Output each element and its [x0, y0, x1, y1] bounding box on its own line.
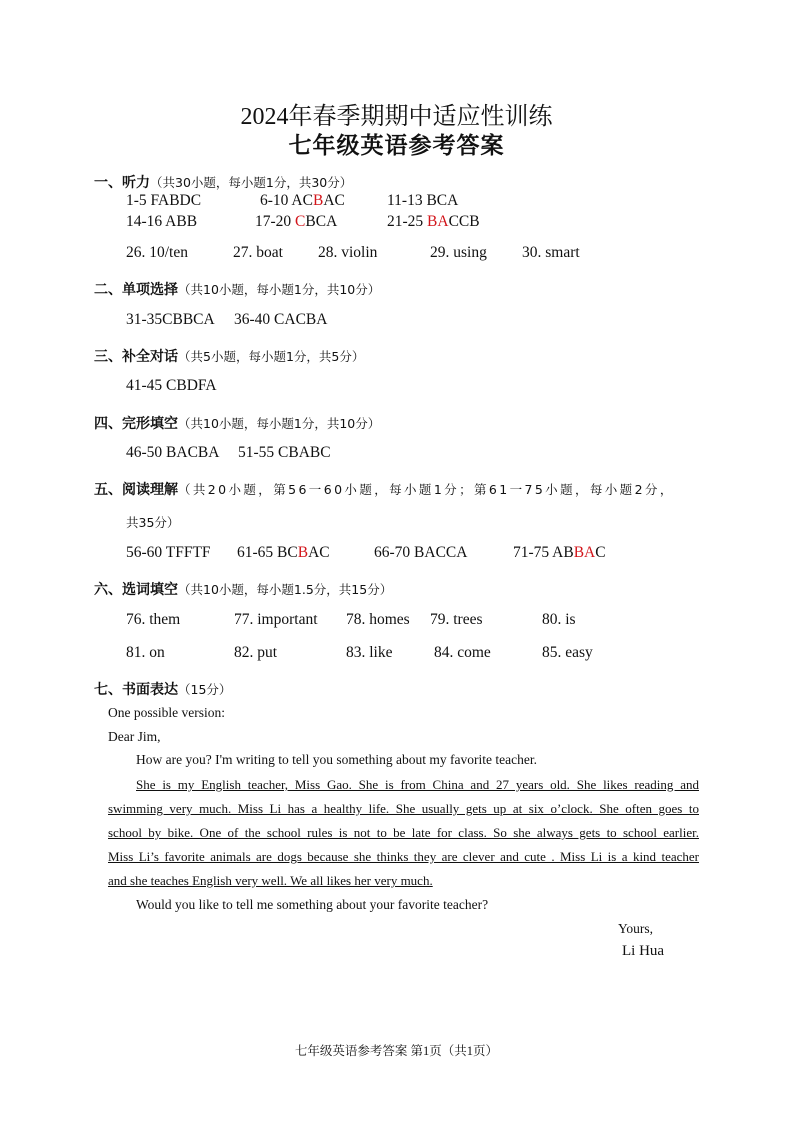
highlighted-answer: BA	[573, 544, 596, 561]
highlighted-answer: B	[297, 544, 309, 561]
answer-item: 78. homes	[346, 611, 410, 628]
answer-group: 6-10 ACBAC	[260, 192, 345, 209]
section-7-note: （15分）	[178, 682, 232, 697]
section-5-note-continued: 共35分）	[126, 515, 180, 530]
answer-group: 11-13 BCA	[387, 192, 459, 209]
answer-item: 84. come	[434, 644, 491, 661]
answer-item: 79. trees	[430, 611, 483, 628]
section-5-heading	[94, 479, 675, 499]
answer-item: 30. smart	[522, 244, 580, 261]
essay-sign-off: Yours,	[618, 921, 654, 936]
section-4-heading	[94, 413, 380, 433]
answer-group: 61-65 BCBAC	[237, 544, 330, 561]
section-7-title: 七、书面表达	[94, 682, 178, 698]
section-6-note: （共10小题，每小题1.5分，共15分）	[178, 582, 393, 597]
answer-item: 28. violin	[318, 244, 378, 261]
answer-group: 1-5 FABDC	[126, 192, 202, 209]
section-1-heading	[94, 172, 352, 192]
highlighted-answer: B	[312, 192, 324, 209]
essay-body-line: She is my English teacher, Miss Gao. She is from China and 27 years old. She likes reading and	[136, 777, 699, 792]
essay-greeting: Dear Jim,	[108, 729, 161, 744]
section-2-title: 二、单项选择	[94, 282, 178, 298]
essay-body-line: school by bike. One of the school rules is not to be late for class. So she always gets to school earlier.	[108, 825, 699, 840]
section-2-heading	[94, 279, 380, 299]
essay-body-line: Miss Li’s favorite animals are dogs because she thinks they are clever and cute . Miss Li is a kind teacher	[108, 849, 699, 864]
answer-item: 41-45 CBDFA	[126, 377, 217, 394]
essay-closing: Would you like to tell me something about your favorite teacher?	[136, 897, 489, 912]
highlighted-answer: C	[295, 213, 306, 230]
section-6-title: 六、选词填空	[94, 582, 178, 598]
answer-item: 85. easy	[542, 644, 593, 661]
section-3-title: 三、补全对话	[94, 349, 178, 365]
essay-body-line: swimming very much. Miss Li has a healthy life. She usually gets up at six o’clock. She often goes to	[108, 801, 699, 816]
answer-item: 26. 10/ten	[126, 244, 188, 261]
essay-body-line: and she teaches English very well. We all likes her very much.	[108, 873, 433, 888]
answer-group: 14-16 ABB	[126, 213, 198, 230]
page-subtitle: 七年级英语参考答案	[288, 133, 505, 158]
answer-item: 27. boat	[233, 244, 283, 261]
answer-item: 51-55 CBABC	[238, 444, 331, 461]
answer-item: 29. using	[430, 244, 487, 261]
answer-group: 21-25 BACCB	[387, 213, 480, 230]
highlighted-answer: BA	[427, 213, 449, 230]
essay-version-label: One possible version:	[108, 705, 225, 720]
essay-signature: Li Hua	[622, 943, 665, 959]
answer-item: 82. put	[234, 644, 278, 661]
answer-group: 56-60 TFFTF	[126, 544, 211, 561]
answer-item: 76. them	[126, 611, 181, 628]
answer-group: 71-75 ABBAC	[513, 544, 606, 561]
section-3-heading	[94, 346, 364, 366]
essay-opening: How are you? I'm writing to tell you something about my favorite teacher.	[136, 752, 537, 767]
answer-item: 81. on	[126, 644, 165, 661]
section-1-title: 一、听力	[94, 175, 150, 191]
answer-item: 46-50 BACBA	[126, 444, 220, 461]
answer-group: 66-70 BACCA	[374, 544, 468, 561]
section-2-note: （共10小题，每小题1分，共10分）	[178, 282, 381, 297]
answer-item: 77. important	[234, 611, 318, 628]
page-title: 2024年春季期期中适应性训练	[240, 104, 553, 130]
section-7-heading	[94, 679, 231, 699]
answer-group: 17-20 CBCA	[255, 213, 338, 230]
section-6-heading	[94, 579, 392, 599]
answer-item: 80. is	[542, 611, 576, 628]
answer-item: 36-40 CACBA	[234, 311, 328, 328]
section-4-title: 四、完形填空	[94, 416, 178, 432]
answer-item: 31-35CBBCA	[126, 311, 215, 328]
section-3-note: （共5小题，每小题1分，共5分）	[178, 349, 365, 364]
section-5-note: （共20小题，第56一60小题，每小题1分；第61一75小题，每小题2分，	[178, 482, 675, 497]
page-footer: 七年级英语参考答案 第1页（共1页）	[294, 1044, 499, 1058]
answer-item: 83. like	[346, 644, 393, 661]
section-4-note: （共10小题，每小题1分，共10分）	[178, 416, 381, 431]
section-1-note: （共30小题，每小题1分，共30分）	[150, 175, 353, 190]
section-5-title: 五、阅读理解	[94, 482, 178, 498]
